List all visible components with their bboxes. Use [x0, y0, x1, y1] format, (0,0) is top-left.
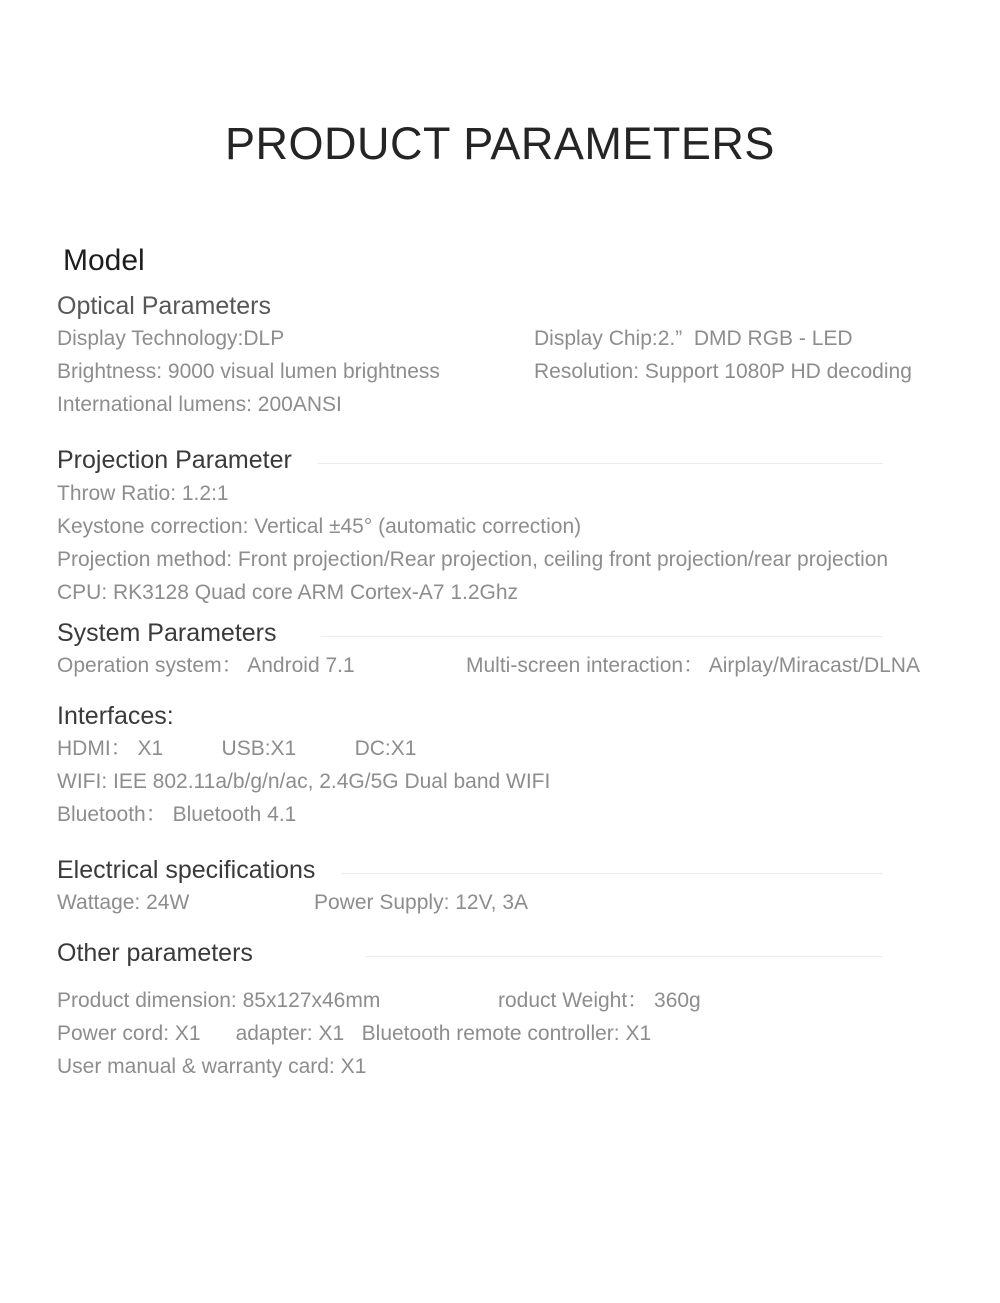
section-rule-projection: [318, 463, 883, 464]
model-heading: Model: [63, 244, 145, 277]
spec-line: Operation system： Android 7.1: [57, 653, 355, 677]
section-header-electrical: [57, 855, 945, 886]
spec-line: Product dimension: 85x127x46mm: [57, 988, 381, 1012]
section-rule-system: [321, 636, 883, 637]
system-left-column: [57, 649, 466, 682]
section-title-electrical: Electrical specifications: [57, 856, 316, 884]
spec-line: User manual & warranty card: X1: [57, 1054, 367, 1078]
spec-line: WIFI: IEE 802.11a/b/g/n/ac, 2.4G/5G Dual band WIFI: [57, 770, 551, 793]
section-header-other: [57, 938, 945, 969]
spec-line: Display Chip:2.” DMD RGB - LED: [534, 327, 853, 351]
electrical-left-column: [57, 886, 314, 919]
other-dimension-row: [57, 984, 945, 1017]
section-header-optical: [57, 291, 945, 322]
spec-line: Resolution: Support 1080P HD decoding: [534, 360, 912, 384]
section-title-optical: Optical Parameters: [57, 292, 271, 320]
spec-line: Brightness: 9000 visual lumen brightness: [57, 360, 440, 384]
spec-line: Multi-screen interaction： Airplay/Miracast/DLNA: [466, 653, 920, 677]
section-header-system: [57, 618, 945, 649]
section-header-interfaces: [57, 701, 945, 732]
system-right-column: [466, 649, 945, 682]
optical-left-column: [57, 322, 534, 421]
other-left-column: [57, 984, 498, 1017]
spec-line: International lumens: 200ANSI: [57, 393, 342, 417]
spec-line: Keystone correction: Vertical ±45° (automatic correction): [57, 514, 582, 538]
spec-line: Wattage: 24W: [57, 891, 190, 915]
spec-line: Projection method: Front projection/Rear projection, ceiling front projection/rear projection: [57, 547, 889, 571]
section-title-projection: Projection Parameter: [57, 446, 292, 475]
page-title: PRODUCT PARAMETERS: [225, 118, 775, 169]
other-accessory-rows: [57, 1017, 945, 1083]
specs-content: [0, 244, 1000, 1083]
spec-line: roduct Weight： 360g: [498, 988, 701, 1012]
section-rule-electrical: [341, 873, 883, 874]
electrical-parameter-rows: [57, 886, 945, 919]
section-header-projection: [57, 445, 945, 476]
other-right-column: [498, 984, 945, 1017]
projection-parameter-rows: [57, 477, 945, 609]
spec-line: CPU: RK3128 Quad core ARM Cortex-A7 1.2Ghz: [57, 580, 519, 604]
spec-line: Bluetooth： Bluetooth 4.1: [57, 803, 297, 826]
spec-line: Display Technology:DLP: [57, 327, 285, 351]
spec-line: Throw Ratio: 1.2:1: [57, 481, 229, 505]
section-title-system: System Parameters: [57, 618, 277, 647]
spec-line: Power cord: X1 adapter: X1 Bluetooth remote controller: X1: [57, 1021, 652, 1045]
section-title-other: Other parameters: [57, 939, 253, 968]
electrical-right-column: [314, 886, 945, 919]
optical-right-column: [534, 322, 945, 421]
spec-line: Power Supply: 12V, 3A: [314, 891, 529, 915]
spec-line-ports: HDMI： X1 USB:X1 DC:X1: [57, 737, 417, 760]
system-parameter-rows: [57, 649, 945, 682]
section-rule-other: [365, 956, 883, 957]
optical-parameter-rows: [57, 322, 945, 421]
section-title-interfaces: Interfaces:: [57, 701, 174, 730]
interfaces-rows: [57, 732, 945, 831]
